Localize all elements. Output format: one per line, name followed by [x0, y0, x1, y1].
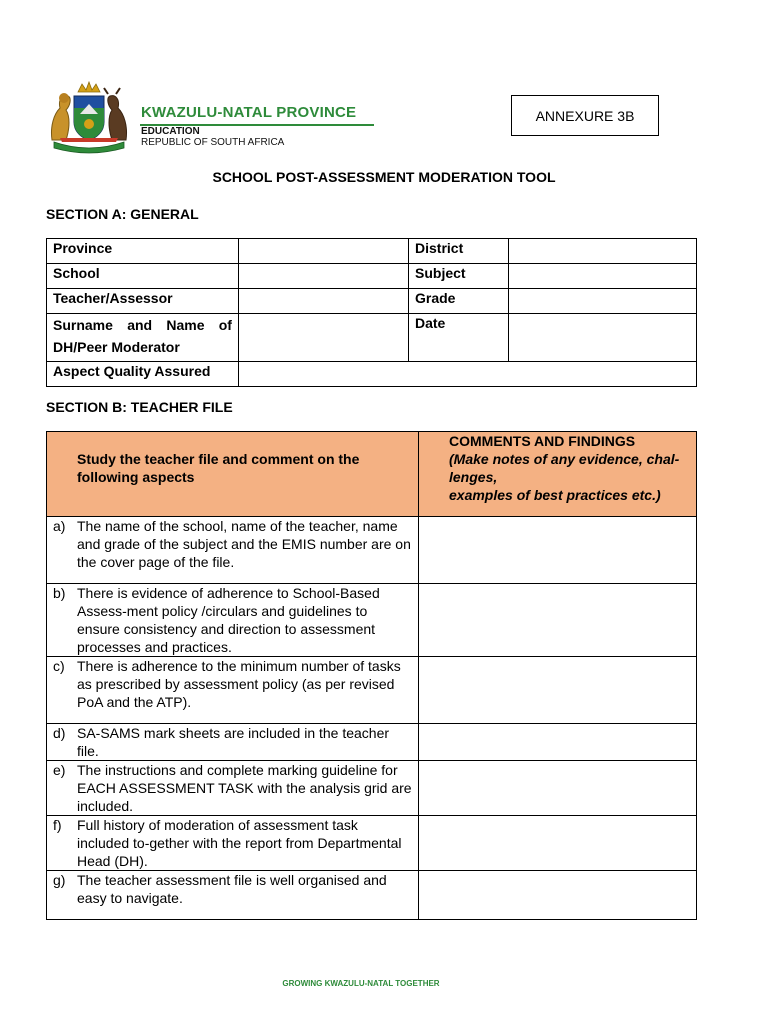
section-a-heading: SECTION A: GENERAL — [46, 206, 199, 222]
item-text: There is evidence of adherence to School-Based Assess-ment policy /circulars and guidelines to ensure consistency and direction to assessment processes and practices. — [77, 585, 380, 655]
aspect-cell — [47, 517, 419, 584]
document-title: SCHOOL POST-ASSESSMENT MODERATION TOOL — [212, 169, 556, 185]
aspect-header: Study the teacher file and comment on the following aspects — [47, 432, 419, 517]
kzn-logo — [46, 78, 376, 156]
moderator-label-word: of — [218, 317, 232, 333]
teacher-label: Teacher/Assessor — [47, 289, 239, 314]
footer-slogan: GROWING KWAZULU-NATAL TOGETHER — [282, 979, 440, 988]
coat-of-arms-icon — [46, 78, 132, 154]
item-letter: d) — [53, 725, 66, 741]
annexure-label: ANNEXURE 3B — [511, 95, 659, 136]
comment-field[interactable] — [419, 584, 697, 657]
teacher-field[interactable] — [239, 289, 409, 314]
moderator-label-word: Surname — [53, 317, 113, 333]
item-text: The name of the school, name of the teacher, name and grade of the subject and the EMIS number are on the cover page of the file. — [77, 518, 411, 570]
item-text: SA-SAMS mark sheets are included in the teacher file. — [77, 725, 390, 759]
item-letter: f) — [53, 817, 62, 833]
province-field[interactable] — [239, 239, 409, 264]
table-row — [47, 761, 697, 816]
moderator-label-word: and — [127, 317, 153, 333]
grade-field[interactable] — [509, 289, 697, 314]
table-row — [47, 657, 697, 724]
table-row — [47, 816, 697, 871]
comment-field[interactable] — [419, 871, 697, 920]
table-row — [47, 517, 697, 584]
comment-field[interactable] — [419, 517, 697, 584]
table-row — [47, 314, 697, 362]
date-label: Date — [409, 314, 509, 362]
subject-field[interactable] — [509, 264, 697, 289]
item-letter: e) — [53, 762, 66, 778]
comment-field[interactable] — [419, 724, 697, 761]
moderator-field[interactable] — [239, 314, 409, 362]
item-letter: c) — [53, 658, 65, 674]
comment-field[interactable] — [419, 657, 697, 724]
table-row — [47, 239, 697, 264]
comments-note: (Make notes of any evidence, chal- — [449, 451, 680, 467]
section-b-heading: SECTION B: TEACHER FILE — [46, 399, 233, 415]
general-info-table — [46, 238, 697, 387]
country-name: REPUBLIC OF SOUTH AFRICA — [141, 137, 285, 148]
table-row — [47, 264, 697, 289]
aspect-cell — [47, 761, 419, 816]
grade-label: Grade — [409, 289, 509, 314]
item-text: Full history of moderation of assessment task included to-gether with the report from Departmental Head (DH). — [77, 817, 402, 869]
comments-note: examples of best practices etc.) — [449, 487, 661, 503]
item-letter: b) — [53, 585, 66, 601]
moderator-label-line2: DH/Peer Moderator — [53, 339, 180, 355]
aspect-cell — [47, 724, 419, 761]
aspect-cell — [47, 584, 419, 657]
item-letter: a) — [53, 518, 66, 534]
province-label: Province — [47, 239, 239, 264]
aspect-field[interactable] — [239, 362, 697, 387]
comment-field[interactable] — [419, 816, 697, 871]
aspect-cell — [47, 816, 419, 871]
province-name: KWAZULU-NATAL PROVINCE — [141, 104, 357, 121]
comments-note: lenges, — [449, 469, 498, 485]
school-label: School — [47, 264, 239, 289]
comment-field[interactable] — [419, 761, 697, 816]
aspect-cell — [47, 871, 419, 920]
item-text: There is adherence to the minimum number of tasks as prescribed by assessment policy (as per revised PoA and the ATP). — [77, 658, 401, 710]
teacher-file-table — [46, 431, 697, 920]
table-row — [47, 289, 697, 314]
table-row — [47, 724, 697, 761]
school-field[interactable] — [239, 264, 409, 289]
comments-title: COMMENTS AND FINDINGS — [449, 433, 636, 449]
item-text: The instructions and complete marking guideline for EACH ASSESSMENT TASK with the analysis grid are included. — [77, 762, 412, 814]
date-field[interactable] — [509, 314, 697, 362]
aspect-label: Aspect Quality Assured — [47, 362, 239, 387]
item-text: The teacher assessment file is well organised and easy to navigate. — [77, 872, 387, 906]
table-row — [47, 871, 697, 920]
moderator-label — [47, 314, 239, 362]
moderator-label-word: Name — [166, 317, 205, 333]
district-label: District — [409, 239, 509, 264]
table-header-row — [47, 432, 697, 517]
table-row — [47, 362, 697, 387]
table-row — [47, 584, 697, 657]
comments-header — [419, 432, 697, 517]
department-name: EDUCATION — [141, 126, 200, 137]
district-field[interactable] — [509, 239, 697, 264]
aspect-cell — [47, 657, 419, 724]
subject-label: Subject — [409, 264, 509, 289]
item-letter: g) — [53, 872, 66, 888]
